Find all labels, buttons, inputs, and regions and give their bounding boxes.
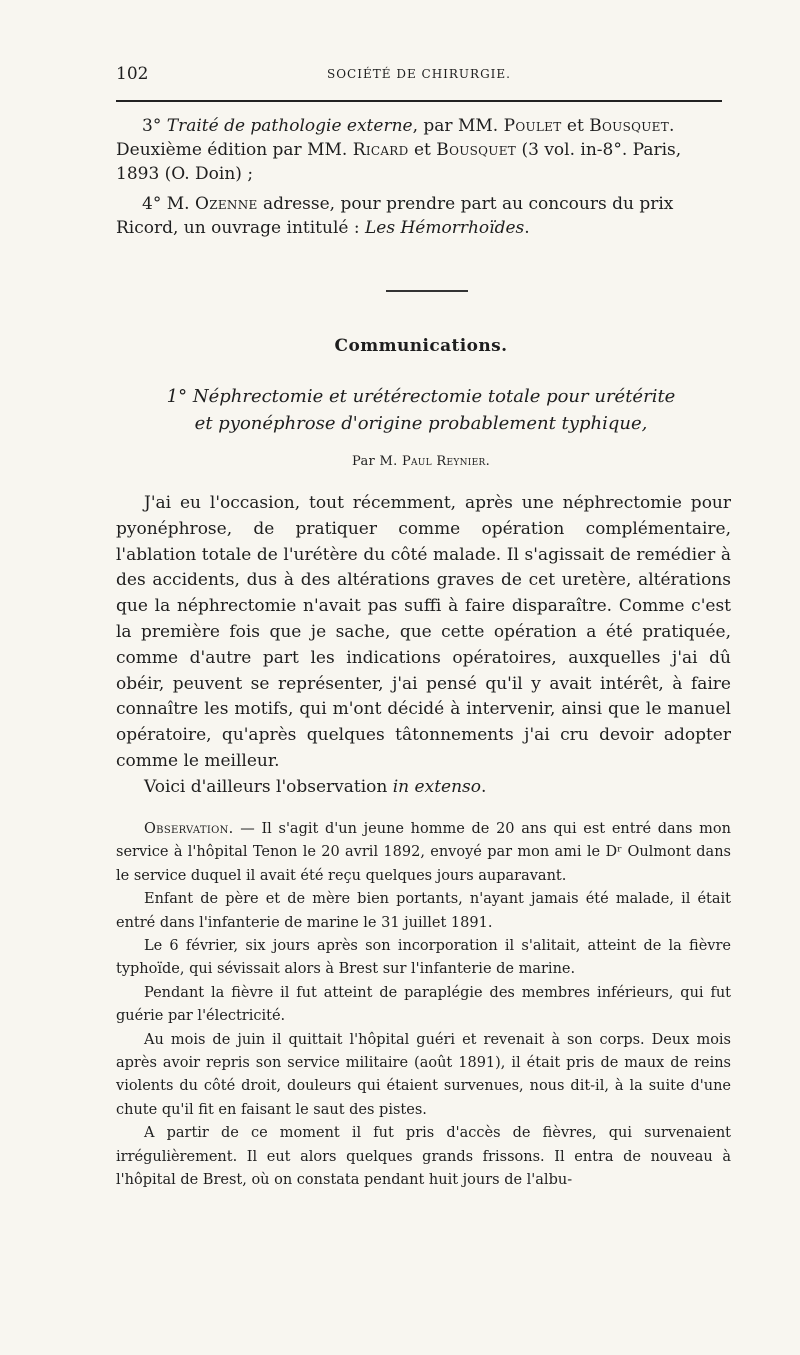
observation-label: Observation. xyxy=(144,821,234,837)
author-prefix: Par M. xyxy=(352,454,402,469)
book-title: Les Hémorrhoïdes xyxy=(364,218,525,238)
author-name: Ozenne xyxy=(194,194,258,214)
body-paragraph: J'ai eu l'occasion, tout récemment, après une néphrectomie pour pyonéphrose, de pratiquer comme opération complémentaire, l'ablation totale de l'urétère du côté malade. Il s'agissait de remédier à des accidents, dus à des altérations graves de cet uretère, altérations que la néphrectomie n'avait pas suffi à faire disparaître. Comme c'est la première fois que je sache, que cette opération a été pratiquée, comme d'autre part les indications opératoires, auxquelles j'ai dû obéir, peuvent se représenter, j'ai pensé qu'il y avait intérêt, à faire connaître les motifs, qui m'ont décidé à intervenir, ainsi que le manuel opératoire, qu'après quelques tâtonnements j'ai cru devoir adopter comme le meilleur. xyxy=(116,493,731,771)
observation-text: — Il s'agit d'un jeune homme de 20 ans qui est entré dans mon service à l'hôpital Tenon le 20 avril 1892, envoyé par mon ami le Dʳ Oulmont dans le service duquel il avait été reçu quelques jours auparavant. xyxy=(116,821,731,884)
body-paragraph xyxy=(116,775,731,801)
page-number: 102 xyxy=(116,64,149,84)
item-text: et xyxy=(408,140,437,160)
section-heading: Communications. xyxy=(334,336,508,356)
book-title: Traité de pathologie externe xyxy=(166,116,413,136)
observation-paragraph: A partir de ce moment il fut pris d'accès de fièvres, qui survenaient irrégulièrement. Il eut alors quelques grands frissons. Il entra de nouveau à l'hôpital de Brest, où on constata pendant huit jours de l'albu- xyxy=(116,1125,731,1189)
item-text: . xyxy=(524,218,530,238)
article-author xyxy=(116,454,726,469)
observation-paragraph: Le 6 février, six jours après son incorporation il s'alitait, atteint de la fièvre typhoïde, qui sévissait alors à Brest sur l'infanterie de marine. xyxy=(116,938,731,978)
article-title-line: et pyonéphrose d'origine probablement typhique, xyxy=(194,413,648,434)
author-name: Ricard xyxy=(352,140,409,160)
publication-list xyxy=(116,114,726,240)
page-header xyxy=(116,62,722,92)
author-name: Paul Reynier xyxy=(401,454,486,469)
section-divider xyxy=(386,290,468,292)
observation-section xyxy=(116,818,731,1193)
paragraph-text: Voici d'ailleurs l'observation xyxy=(144,776,393,797)
item-number: 3° xyxy=(142,116,162,136)
item-text: (3 vol. in-8°. Paris, 1893 (O. Doin) ; xyxy=(116,140,682,184)
observation-paragraph: Au mois de juin il quittait l'hôpital guéri et revenait à son corps. Deux mois après avoir repris son service militaire (août 1891), il était pris de maux de reins violents du côté droit, douleurs qui étaient survenues, nous dit-il, à la suite d'une chute qu'il fit en faisant le saut des pistes. xyxy=(116,1031,731,1118)
publication-item-4 xyxy=(116,192,726,240)
item-text: M. xyxy=(161,194,195,214)
author-name: Bousquet xyxy=(436,140,517,160)
header-rule xyxy=(116,100,722,102)
author-suffix: . xyxy=(485,454,490,469)
observation-paragraph: Enfant de père et de mère bien portants, n'ayant jamais été malade, il était entré dans l'infanterie de marine le 31 juillet 1891. xyxy=(116,891,731,931)
publication-item-3 xyxy=(116,114,726,186)
item-text: . Deuxième édition par MM. xyxy=(116,116,675,160)
observation-paragraph xyxy=(116,818,731,888)
item-text: , par MM. xyxy=(412,116,504,136)
item-text: adresse, pour prendre part au concours du prix Ricord, un ouvrage intitulé : xyxy=(116,194,674,238)
author-name: Poulet xyxy=(503,116,562,136)
author-name: Bousquet xyxy=(589,116,669,136)
article-body xyxy=(116,491,731,801)
latin-phrase: in extenso xyxy=(392,776,481,797)
item-text: et xyxy=(561,116,590,136)
observation-paragraph: Pendant la fièvre il fut atteint de paraplégie des membres inférieurs, qui fut guérie par l'électricité. xyxy=(116,984,731,1025)
running-title: SOCIÉTÉ DE CHIRURGIE. xyxy=(327,67,511,81)
article-title-line: 1° Néphrectomie et urétérectomie totale pour urétérite xyxy=(166,386,676,407)
item-number: 4° xyxy=(142,194,162,214)
paragraph-text: . xyxy=(481,776,487,797)
article-title xyxy=(116,383,726,437)
